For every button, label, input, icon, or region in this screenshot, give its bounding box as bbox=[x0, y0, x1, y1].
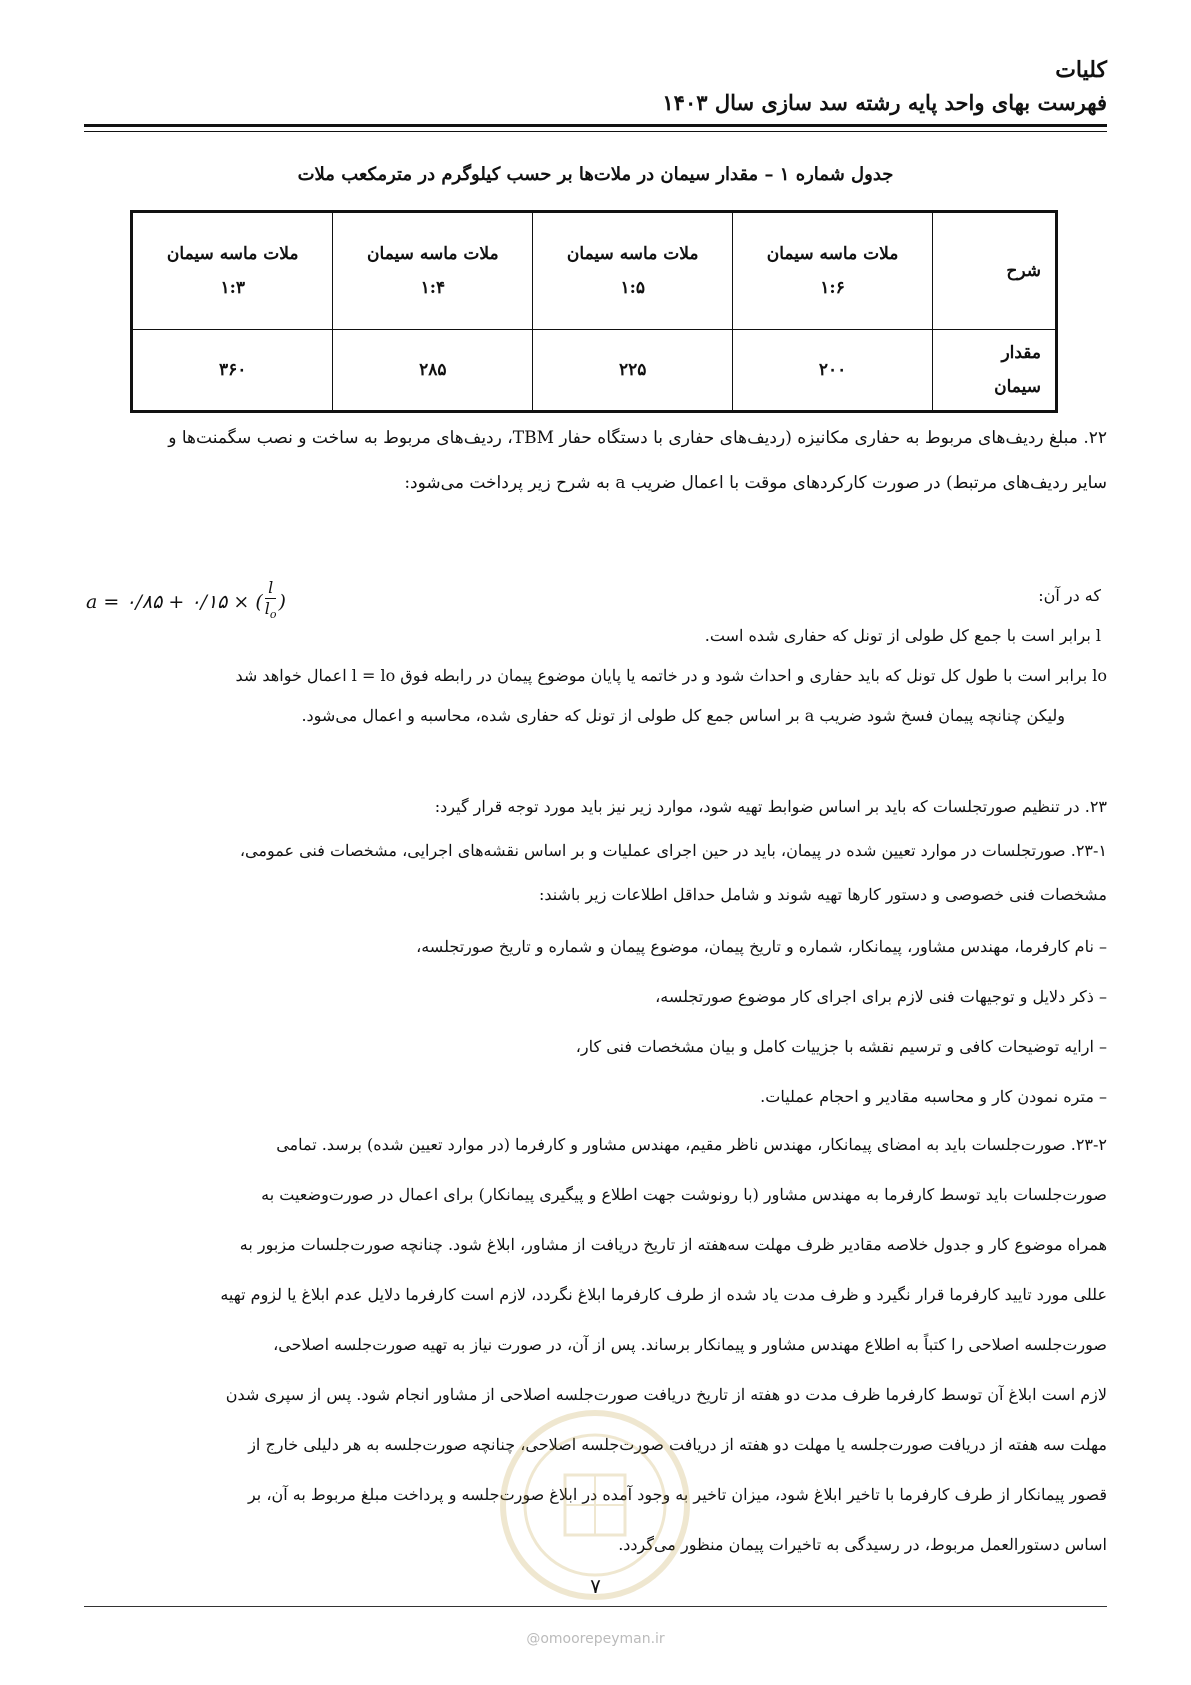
paragraph-line: اساس دستورالعمل مربوط، در رسیدگی به تاخیرات پیمان منظور می‌گردد. bbox=[618, 1535, 1107, 1554]
header-rule-thin bbox=[84, 131, 1107, 132]
column-header bbox=[533, 212, 733, 330]
column-name: ملات ماسه سیمان bbox=[566, 244, 699, 264]
paragraph-line: صورت‌جلسات باید توسط کارفرما به مهندس مشاور (با رونوشت جهت اطلاع و پیگیری پیمانکار) برای اعمال در صورت‌وضعیت به bbox=[261, 1185, 1107, 1204]
section-title: کلیات bbox=[1055, 57, 1107, 83]
column-ratio: ۱:۶ bbox=[820, 278, 845, 298]
paragraph-line: ۲۲. مبلغ ردیف‌های مربوط به حفاری مکانیزه (ردیف‌های حفاری با دستگاه حفار TBM، ردیف‌های مربوط به ساخت و نصب سگمنت‌ها و bbox=[168, 428, 1107, 448]
paragraph-line: ۲۳-۱. صورتجلسات در موارد تعیین شده در پیمان، باید در حین اجرای عملیات و بر اساس نقشه‌های اجرایی، مشخصات فنی عمومی، bbox=[239, 841, 1107, 860]
item-22 bbox=[84, 416, 1107, 506]
column-name: ملات ماسه سیمان bbox=[367, 244, 499, 264]
definition-l: l برابر است با جمع کل طولی از تونل که حفاری شده است. bbox=[704, 626, 1101, 645]
column-ratio: ۱:۴ bbox=[420, 278, 446, 298]
item-23-intro: ۲۳. در تنظیم صورتجلسات که باید بر اساس ضوابط تهیه شود، موارد زیر نیز باید مورد توجه قرار گیرد: bbox=[434, 797, 1107, 816]
list-item: – ارایه توضیحات کافی و ترسیم نقشه با جزییات کامل و بیان مشخصات فنی کار، bbox=[575, 1037, 1107, 1056]
where-label: که در آن: bbox=[1038, 586, 1101, 605]
header-rule-thick bbox=[84, 124, 1107, 127]
item-23 bbox=[84, 785, 1107, 1119]
document-title: فهرست بهای واحد پایه رشته سد سازی سال ۱۴۰۳ bbox=[662, 90, 1107, 115]
site-watermark: @omoorepeyman.ir bbox=[526, 1631, 665, 1647]
paragraph-line: عللی مورد تایید کارفرما قرار نگیرد و ظرف مدت یاد شده از طرف کارفرما ابلاغ نگردد، لازم است کارفرما دلایل عدم ابلاغ یا لزوم تهیه bbox=[220, 1285, 1107, 1304]
row-label: مقدار bbox=[1001, 343, 1041, 363]
row-label-cell bbox=[933, 330, 1057, 412]
column-header bbox=[132, 212, 333, 330]
formula-lhs: a = ۰/۸۵ + ۰/۱۵ × ( bbox=[86, 590, 263, 613]
paragraph-line: مشخصات فنی خصوصی و دستور کارها تهیه شوند و شامل حداقل اطلاعات زیر باشند: bbox=[539, 885, 1107, 904]
list-item: – نام کارفرما، مهندس مشاور، پیمانکار، شماره و تاریخ پیمان، موضوع پیمان و شماره و تاریخ صورتجلسه، bbox=[416, 937, 1107, 956]
definition-lo: lo برابر است با طول کل تونل که باید حفاری و احداث شود و در خاتمه یا پایان موضوع پیمان در رابطه فوق l = lo اعمال خواهد شد bbox=[235, 666, 1107, 685]
column-header bbox=[333, 212, 533, 330]
value-cell: ۲۲۵ bbox=[533, 330, 733, 412]
desc-header: شرح bbox=[1006, 261, 1041, 281]
table-header-row bbox=[132, 212, 1057, 330]
paragraph-line: ۲۳-۲. صورت‌جلسات باید به امضای پیمانکار، مهندس ناظر مقیم، مهندس مشاور و کارفرما (در موارد تعیین شده) برسد. تمامی bbox=[276, 1135, 1107, 1154]
paragraph-line: همراه موضوع کار و جدول خلاصه مقادیر ظرف مهلت سه‌هفته از تاریخ دریافت از مشاور، ابلاغ شود. چنانچه صورت‌جلسات مزبور به bbox=[239, 1235, 1107, 1254]
table-caption: جدول شماره ۱ – مقدار سیمان در ملات‌ها بر حسب کیلوگرم در مترمکعب ملات bbox=[297, 164, 894, 185]
paragraph-line: مهلت سه هفته از دریافت صورت‌جلسه یا مهلت دو هفته از دریافت صورت‌جلسه اصلاحی، چنانچه صورت‌جلسه به هر دلیلی خارج از bbox=[248, 1435, 1107, 1454]
list-item: – متره نمودن کار و محاسبه مقادیر و احجام عملیات. bbox=[760, 1087, 1107, 1106]
page-header bbox=[662, 55, 1107, 119]
formula-definitions bbox=[84, 576, 1107, 736]
page-number: ۷ bbox=[590, 1574, 601, 1598]
column-ratio: ۱:۳ bbox=[220, 278, 245, 298]
definition-lo-cont: ولیکن چنانچه پیمان فسخ شود ضریب a بر اساس جمع کل طولی از تونل که حفاری شده، محاسبه و اعمال می‌شود. bbox=[301, 706, 1065, 725]
formula-den-var: l bbox=[264, 599, 270, 618]
formula-den-sub: o bbox=[269, 608, 277, 622]
paragraph-line: سایر ردیف‌های مرتبط) در صورت کارکردهای موقت با اعمال ضریب a به شرح زیر پرداخت می‌شود: bbox=[404, 473, 1107, 493]
column-ratio: ۱:۵ bbox=[620, 278, 645, 298]
list-item: – ذکر دلایل و توجیهات فنی لازم برای اجرای کار موضوع صورتجلسه، bbox=[655, 987, 1107, 1006]
formula-numerator: l bbox=[265, 578, 276, 599]
value-cell: ۳۶۰ bbox=[132, 330, 333, 412]
desc-header-cell bbox=[933, 212, 1057, 330]
value-cell: ۲۰۰ bbox=[733, 330, 933, 412]
paragraph-line: صورت‌جلسه اصلاحی را کتباً به اطلاع مهندس مشاور و پیمانکار برساند. پس از آن، در صورت نیاز به تهیه صورت‌جلسه اصلاحی، bbox=[273, 1335, 1107, 1354]
paragraph-line: قصور پیمانکار از طرف کارفرما با تاخیر ابلاغ شود، میزان تاخیر به وجود آمده در ابلاغ صورت‌جلسه و پرداخت مبلغ مربوط به آن، بر bbox=[247, 1485, 1107, 1504]
cement-table bbox=[130, 210, 1058, 413]
column-name: ملات ماسه سیمان bbox=[166, 244, 299, 264]
formula-close: ) bbox=[278, 590, 286, 613]
table-row bbox=[132, 330, 1057, 412]
value-cell: ۲۸۵ bbox=[333, 330, 533, 412]
footer-rule bbox=[84, 1606, 1107, 1607]
row-label: سیمان bbox=[994, 377, 1041, 397]
paragraph-line: لازم است ابلاغ آن توسط کارفرما ظرف مدت دو هفته از تاریخ دریافت صورت‌جلسه اصلاحی از مشاور انجام شود. پس از سپری شدن bbox=[225, 1385, 1107, 1404]
column-header bbox=[733, 212, 933, 330]
column-name: ملات ماسه سیمان bbox=[766, 244, 899, 264]
